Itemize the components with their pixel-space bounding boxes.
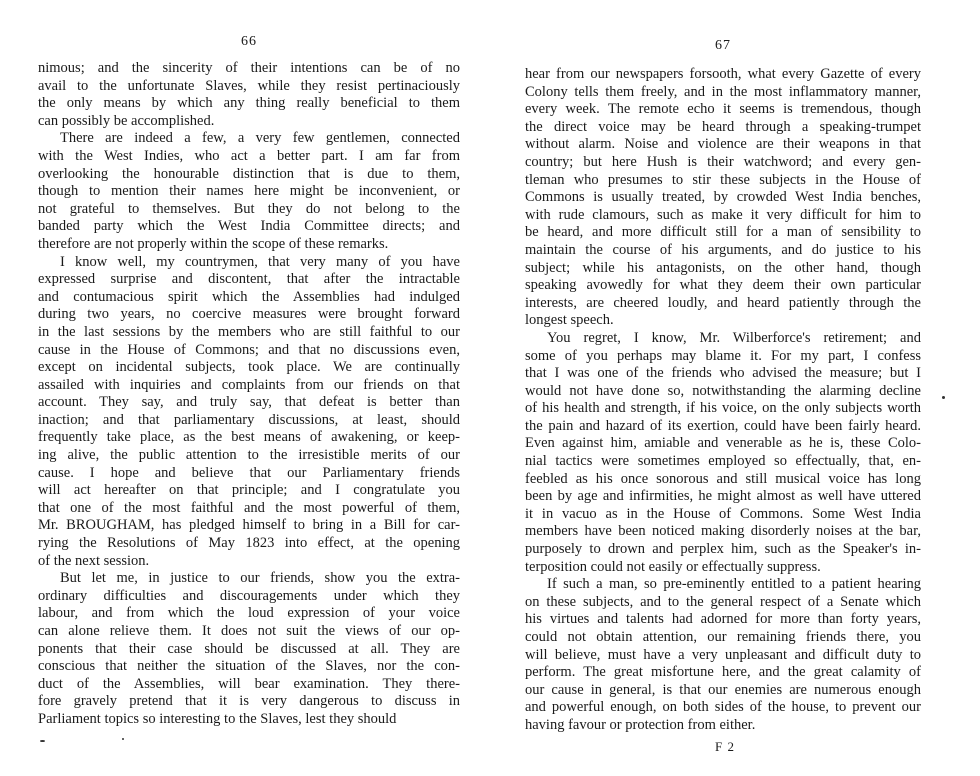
- text-line: and contumacious spirit which the Assemblies had indulged: [38, 288, 460, 305]
- text-line: that one of the most faithful and the most powerful of them,: [38, 499, 460, 516]
- text-line: the pain and hazard of its exertion, could have been fairly heard.: [525, 417, 921, 434]
- text-line: fore gravely pretend that it is very dangerous to discuss in: [38, 693, 460, 710]
- text-line: But let me, in justice to our friends, show you the extra-: [60, 570, 460, 587]
- text-line: Parliament topics so interesting to the Slaves, lest they should: [38, 710, 397, 727]
- text-line: be heard, and more difficult still for a man of sensibility to: [525, 224, 921, 241]
- text-line: ordinary difficulties and discouragements under which they: [38, 587, 460, 604]
- text-line: would not have done so, notwithstanding the alarming decline: [525, 382, 921, 399]
- left-page: [38, 0, 460, 729]
- left-page-number: 66: [241, 34, 257, 49]
- text-line: speaking avowedly for what they deem their own particular: [525, 277, 921, 294]
- text-line: of the next session.: [38, 552, 150, 569]
- stray-ink-mark: [40, 740, 45, 742]
- text-line: tleman who presumes to stir these subjects in the House of: [525, 171, 921, 188]
- text-line: therefore are not properly within the scope of these remarks.: [38, 235, 389, 252]
- text-line: the only means by which any thing really beneficial to them: [38, 95, 460, 112]
- text-line: except on incidental subjects, took place. We are continually: [38, 359, 460, 376]
- text-line: without alarm. Noise and violence are their weapons in that: [525, 136, 921, 153]
- text-line: duct of the Assemblies, will bear examination. They there-: [38, 675, 460, 692]
- text-line: nimous; and the sincerity of their intentions can be of no: [38, 60, 460, 76]
- text-line: not grateful to themselves. But they do not belong to the: [38, 200, 460, 217]
- text-line: and powerful enough, on both sides of the house, to prevent our: [525, 699, 921, 716]
- text-line: assailed with inquiries and complaints from our friends on that: [38, 376, 460, 393]
- text-line: maintain the course of his arguments, and do justice to his: [525, 241, 921, 258]
- text-line: rying the Resolutions of May 1823 into effect, at the opening: [38, 535, 460, 552]
- text-line: labour, and from which the loud expression of your voice: [38, 605, 460, 622]
- text-line: cause in the House of Commons; and that no discussions even,: [38, 341, 460, 358]
- text-line: on these subjects, and to the general respect of a Senate which: [525, 593, 921, 610]
- text-line: banded party which the West India Committee directs; and: [38, 218, 460, 235]
- text-line: conscious that neither the situation of the Slaves, nor the con-: [38, 658, 460, 675]
- text-line: every week. The remote echo it seems is tremendous, though: [525, 101, 921, 118]
- text-line: purposely to drown and perplex him, such as the Speaker's in-: [525, 541, 921, 558]
- text-line: with rude clamours, such as make it very difficult for him to: [525, 206, 921, 223]
- text-line: longest speech.: [525, 312, 614, 329]
- text-line: can possibly be accomplished.: [38, 112, 215, 129]
- text-line: that I was one of the friends who advised the measure; but I: [525, 365, 921, 382]
- text-line: country; but here Hush is their watchword; and every gen-: [525, 153, 921, 170]
- text-line: Even against him, amiable and venerable as he is, these Colo-: [525, 435, 921, 452]
- text-line: Commons is usually treated, by crowded West India benches,: [525, 189, 921, 206]
- text-line: If such a man, so pre-eminently entitled to a patient hearing: [547, 576, 921, 593]
- right-page-text: [525, 66, 921, 735]
- text-line: will believe, must have a very unpleasant and difficult duty to: [525, 646, 921, 663]
- text-line: I know well, my countrymen, that very many of you have: [60, 253, 460, 270]
- text-line: feebled as his once sonorous and still musical voice has long: [525, 470, 921, 487]
- text-line: ponents that their case should be discussed at all. They are: [38, 640, 460, 657]
- right-page-number: 67: [715, 38, 731, 53]
- text-line: You regret, I know, Mr. Wilberforce's retirement; and: [547, 329, 921, 346]
- text-line: the direct voice may be heard through a speaking-trumpet: [525, 118, 921, 135]
- text-line: during two years, no coercive measures were brought forward: [38, 306, 460, 323]
- text-line: expressed surprise and discontent, that after the intractable: [38, 271, 460, 288]
- text-line: nial tactics were sometimes employed so effectually, that, en-: [525, 453, 921, 470]
- left-page-text: [38, 60, 460, 729]
- text-line: Mr. BROUGHAM, has pledged himself to bring in a Bill for car-: [38, 517, 460, 534]
- text-line: account. They say, and truly say, that defeat is better than: [38, 394, 460, 411]
- text-line: having favour or protection from either.: [525, 716, 756, 733]
- text-line: with the West Indies, who act a better part. I am far from: [38, 147, 460, 164]
- text-line: can alone relieve them. It does not suit the views of our op-: [38, 623, 460, 639]
- text-line: our cause in general, is that our enemies are numerous enough: [525, 681, 921, 698]
- text-line: it in vacuo as in the House of Commons. Some West India: [525, 505, 921, 522]
- stray-ink-mark: [942, 396, 945, 399]
- text-line: interests, are cheered loudly, and heard patiently through the: [525, 294, 921, 311]
- text-line: terposition could not easily or effectually suppress.: [525, 558, 821, 575]
- text-line: could not obtain attention, our remaining friends there, you: [525, 629, 921, 645]
- text-line: overlooking the honourable distinction that is due to them,: [38, 165, 460, 182]
- signature-mark: F 2: [715, 738, 735, 754]
- text-line: though to mention their names here might be inconvenient, or: [38, 183, 460, 200]
- text-line: some of you perhaps may blame it. For my part, I confess: [525, 347, 921, 364]
- text-line: members have been noticed making disorderly noises at the bar,: [525, 523, 921, 540]
- text-line: hear from our newspapers forsooth, what every Gazette of every: [525, 66, 921, 82]
- text-line: frequently take place, as the best means of awakening, or keep-: [38, 429, 460, 446]
- text-line: There are indeed a few, a very few gentlemen, connected: [60, 130, 460, 147]
- text-line: perform. The great misfortune here, and the great calamity of: [525, 664, 921, 681]
- text-line: been by age and infirmities, he might almost as well have uttered: [525, 488, 921, 505]
- text-line: in the last sessions by the members who are still faithful to our: [38, 323, 460, 340]
- text-line: avail to the unfortunate Slaves, while they resist pertinaciously: [38, 77, 460, 94]
- right-page: [525, 0, 921, 755]
- text-line: subject; while his antagonists, on the other hand, though: [525, 259, 921, 276]
- text-line: of his health and strength, if his voice, on the only subjects worth: [525, 400, 921, 417]
- stray-ink-mark: [122, 738, 124, 740]
- text-line: ing alive, the public attention to the irresistible merits of our: [38, 447, 460, 464]
- text-line: his virtues and talents had adorned for more than forty years,: [525, 611, 921, 628]
- text-line: inaction; and that parliamentary discussions, at least, should: [38, 411, 460, 428]
- text-line: Colony tells them freely, and in the most inflammatory manner,: [525, 83, 921, 100]
- text-line: will act hereafter on that principle; and I congratulate you: [38, 482, 460, 499]
- text-line: cause. I hope and believe that our Parliamentary friends: [38, 464, 460, 481]
